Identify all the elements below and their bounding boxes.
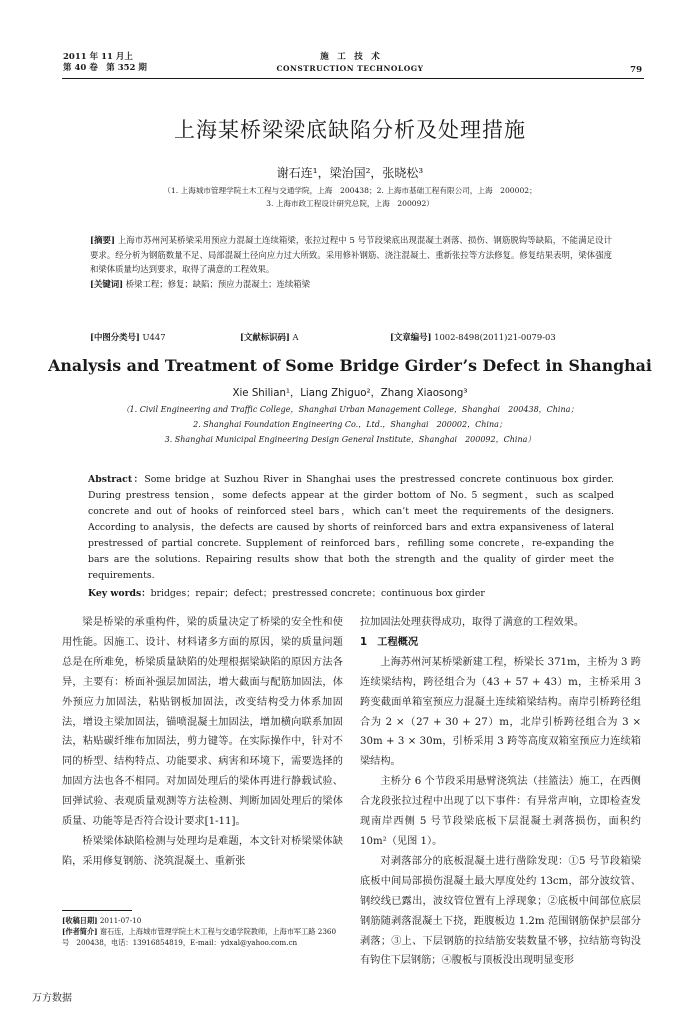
- author-bio: 谢石连，上海城市管理学院土木工程与交通学院教师，上海市军工路 2360 号 200438，电话：13916854819，E-mail：ydxal@yahoo.com.cn: [62, 927, 337, 947]
- page-number: 79: [630, 65, 642, 75]
- author-bio-label: [作者简介]: [62, 927, 98, 936]
- article-title-en: Analysis and Treatment of Some Bridge Girder’s Defect in Shanghai: [48, 356, 652, 375]
- wanfang-watermark: 万方数据: [32, 993, 72, 1004]
- running-header-center: [200, 52, 500, 74]
- body-column-left: [62, 613, 343, 872]
- keywords-en-label: Key words：: [88, 588, 151, 599]
- keywords-cn-text: 桥梁工程；修复；缺陷；预应力混凝土；连续箱梁: [125, 278, 310, 289]
- header-rule: [62, 78, 644, 79]
- keywords-cn-label: [关键词]: [90, 278, 124, 289]
- body-column-right: [360, 613, 641, 971]
- article-number: [文章编号] 1002-8498(2011)21-0079-03: [390, 332, 556, 342]
- abstract-cn: [90, 233, 612, 291]
- journal-name-en: CONSTRUCTION TECHNOLOGY: [276, 64, 424, 73]
- abstract-en: [88, 472, 614, 584]
- footnote: [62, 915, 343, 948]
- affiliation-line: （1. 上海城市管理学院土木工程与交通学院，上海 200438；2. 上海市基础工程有限公司，上海 200002；: [163, 186, 537, 195]
- received-label: [收稿日期]: [62, 916, 98, 925]
- authors-en: Xie Shilian¹，Liang Zhiguo²，Zhang Xiaosong³: [232, 388, 468, 399]
- affiliation-line: 2. Shanghai Foundation Engineering Co.，Ltd.，Shanghai 200002，China；: [193, 420, 507, 429]
- body-paragraph: 桥梁梁体缺陷检测与处理均是难题，本文针对桥梁梁体缺陷，采用修复钢筋、浇筑混凝土、重新张: [62, 835, 343, 867]
- keywords-en: [88, 585, 614, 599]
- clc-code: [中图分类号] U447: [90, 332, 166, 342]
- body-paragraph: 梁是桥梁的承重构件，梁的质量决定了桥梁的安全性和使用性能。因施工、设计、材料诸多方面的原因，梁的质量问题总是在所难免，桥梁质量缺陷的处理根据梁缺陷的原因方法各异，主要有：桥面补强层加固法，增大截面与配筋加固法，体外预应力加固法，粘贴钢板加固法，改变结构受力体系加固法，增设主梁加固法，锚喷混凝土加固法，增加横向联系加固法，粘贴碳纤维布加固法，剪力键等。在实际操作中，针对不同的桥型、结构特点、功能要求、病害和环境下，需要选择的加固方法也各不相同。对加固处理后的梁体再进行静载试验、回弹试验、表观质量观测等方法检测、判断加固处理后的梁体质量、功能等是否符合设计要求[1-11]。: [62, 617, 343, 828]
- journal-name-cn: 施 工 技 术: [320, 52, 380, 62]
- body-paragraph: 拉加固法处理获得成功，取得了满意的工程效果。: [360, 617, 585, 628]
- body-paragraph: 主桥分 6 个节段采用悬臂浇筑法（挂篮法）施工，在西侧合龙段张拉过程中出现了以下事件：有异常声响，立即检查发现南岸西侧 5 号节段梁底板下层混凝土剥落损伤，面积约 10m²（见图 1）。: [360, 776, 641, 847]
- received-date: 2011-07-10: [99, 916, 142, 925]
- affiliations-en: [60, 402, 640, 447]
- affiliation-line: （1. Civil Engineering and Traffic College，Shanghai Urban Management College，Shanghai 200438，China；: [121, 405, 579, 414]
- affiliation-line: 3. 上海市政工程设计研究总院，上海 200092）: [266, 199, 434, 208]
- body-paragraph: 上海苏州河某桥梁新建工程，桥梁长 371m，主桥为 3 跨连续梁结构，跨径组合为（43 + 57 + 43）m，主桥采用 3 跨变截面单箱室预应力混凝土连续箱梁结构。南岸引桥跨径组合为 2 ×（27 + 30 + 27）m，北岸引桥跨径组合为 3 × 30m + 3 × 30m，引桥采用 3 跨等高度双箱室预应力连续箱梁结构。: [360, 656, 641, 768]
- abstract-en-label: Abstract：: [88, 474, 145, 485]
- volume-issue: 第 40 卷 第 352 期: [63, 63, 147, 73]
- affiliation-line: 3. Shanghai Municipal Engineering Design General Institute，Shanghai 200092，China）: [164, 435, 536, 444]
- abstract-cn-label: [摘要]: [90, 235, 115, 245]
- running-header-left: [63, 52, 147, 74]
- affiliations-cn: [60, 184, 640, 210]
- abstract-cn-text: 上海市苏州河某桥梁采用预应力混凝土连续箱梁，张拉过程中 5 号节段梁底出现混凝土剥落、损伤、钢筋脱钩等缺陷，不能满足设计要求。经分析为钢筋数量不足、局部混凝土径向应力过大所致。采用修补钢筋、浇注混凝土、重新张拉等方法修复。修复结果表明，梁体强度和梁体质量均达到要求，取得了满意的工程效果。: [90, 235, 612, 275]
- doc-code: [文献标识码] A: [240, 332, 299, 342]
- issue-date: 2011 年 11 月上: [63, 52, 133, 62]
- abstract-en-text: Some bridge at Suzhou River in Shanghai uses the prestressed concrete continuous box girder. During prestress tension，some defects appear at the girder bottom of No. 5 segment，such as scalped concrete and out of hooks of reinforced steel bars，which can’t meet the requirements of the designers. According to analysis，the defects are caused by shorts of reinforced bars and extra expansiveness of lateral prestressed of partial concrete. Supplement of reinforced bars，refilling some concrete，re-expanding the bars are the solutions. Repairing results show that both the strength and the quality of girder meet the requirements.: [88, 474, 614, 581]
- footnote-rule: [62, 910, 132, 911]
- section-heading: 1 工程概况: [360, 636, 419, 648]
- body-paragraph: 对剥落部分的底板混凝土进行凿除发现：①5 号节段箱梁底板中间局部损伤混凝土最大厚度处约 13cm，部分波纹管、钢绞线已露出，波纹管位置有上浮现象；②底板中间部位底层钢筋随剥落混凝土下挠，距腹板边 1.2m 范围钢筋保护层部分剥落；③上、下层钢筋的拉结筋安装数量不够，拉结筋弯钩没有钩住下层钢筋；④腹板与顶板没出现明显变形: [360, 855, 641, 967]
- article-title-cn: 上海某桥梁梁底缺陷分析及处理措施: [174, 118, 526, 142]
- authors-cn: 谢石连¹，梁治国²，张晓松³: [276, 166, 424, 180]
- keywords-en-text: bridges；repair；defect；prestressed concrete；continuous box girder: [150, 588, 485, 599]
